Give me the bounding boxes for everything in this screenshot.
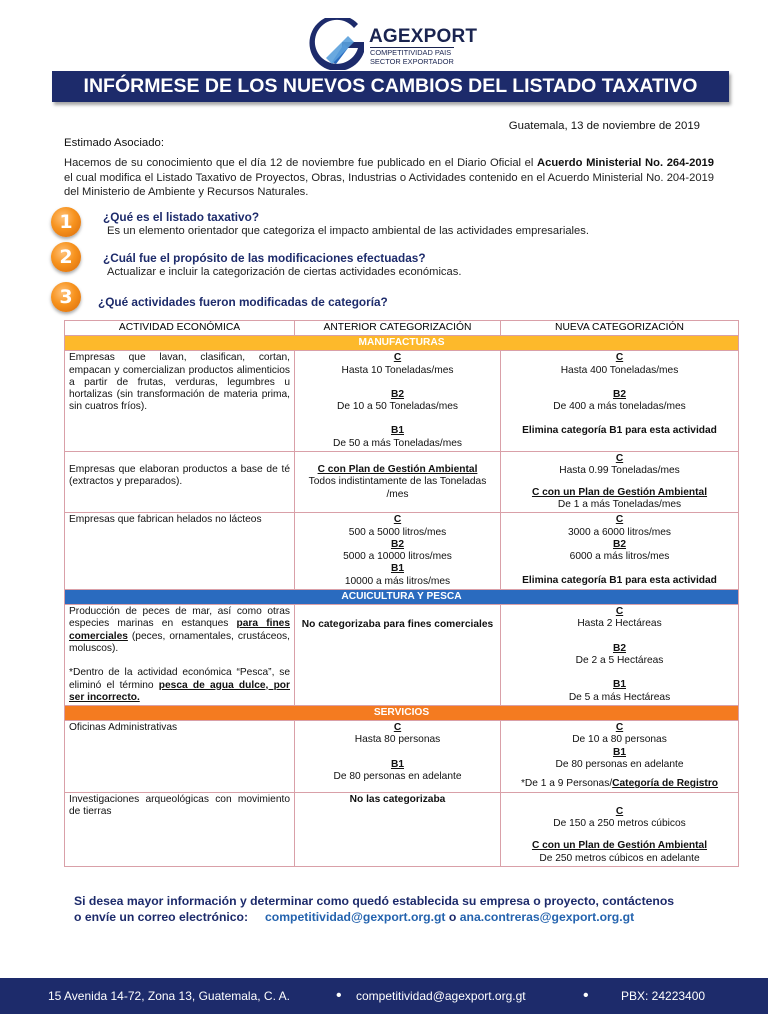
category-range: 6000 a más litros/mes [569, 551, 670, 563]
activity-text-b: (peces, ornamentales, crustáceos, moluscos). [69, 630, 290, 654]
question-number-2-icon: 2 [51, 242, 81, 272]
category-range: Hasta 0.99 Toneladas/mes [559, 465, 680, 477]
logo-name: AGEXPORT [369, 26, 478, 47]
category-note: No categorizaba para fines comerciales [301, 619, 494, 631]
category-label: C [615, 453, 624, 465]
category-label: B2 [612, 538, 627, 550]
question-2-title: ¿Cuál fue el propósito de las modificaciones efectuadas? [103, 251, 426, 265]
category-label: B1 [390, 425, 405, 437]
table-row [65, 513, 739, 590]
category-label: C con Plan de Gestión Ambiental [317, 464, 478, 476]
activity-note-text: *Dentro de la actividad económica “Pesca”, se eliminó el término [69, 667, 290, 691]
question-number-1-icon: 1 [51, 207, 81, 237]
table-row [65, 792, 739, 866]
header-activity: ACTIVIDAD ECONÓMICA [65, 321, 295, 336]
activity-text-underlined: para fines comerciales [69, 618, 290, 642]
header-previous: ANTERIOR CATEGORIZACIÓN [295, 321, 501, 336]
contact-conjunction: o [445, 910, 460, 924]
previous-cell [295, 351, 501, 452]
category-label: B2 [390, 538, 405, 550]
category-range: 10000 a más litros/mes [344, 575, 451, 587]
category-note: Elimina categoría B1 para esta actividad [522, 425, 717, 437]
category-note: Elimina categoría B1 para esta actividad [522, 575, 717, 587]
contact-email-link[interactable]: competitividad@gexport.org.gt [265, 910, 446, 924]
category-range: De 150 a 250 metros cúbicos [553, 817, 686, 829]
category-label: B2 [612, 642, 627, 654]
category-label: C [615, 514, 624, 526]
logo-tagline [370, 47, 454, 66]
table-header-row [65, 321, 739, 336]
intro-agreement: Acuerdo Ministerial No. 264-2019 [537, 157, 714, 169]
page-title-banner: INFÓRMESE DE LOS NUEVOS CAMBIOS DEL LISTADO TAXATIVO [52, 71, 729, 102]
category-range: De 10 a 80 personas [572, 734, 667, 746]
footer-phone: PBX: 24223400 [621, 989, 706, 1003]
table-row [65, 605, 739, 706]
contact-line-1: Si desea mayor información y determinar como quedó establecida su empresa o proyecto, contáctenos [74, 894, 675, 908]
new-cell [501, 452, 739, 513]
section-manufacturas: MANUFACTURAS [65, 336, 739, 351]
new-cell [501, 513, 739, 590]
section-row [65, 590, 739, 605]
footer-bar [0, 978, 768, 1014]
activity-note-underlined: pesca de agua dulce, por ser incorrecto. [69, 679, 290, 703]
category-range: De 400 a más toneladas/mes [553, 401, 686, 413]
footer-email-link[interactable]: competitividad@agexport.org.gt [356, 989, 526, 1003]
intro-text-b: el cual modifica el Listado Taxativo de Proyectos, Obras, Industrias o Actividades contenido en el Acuerdo Ministerial No. 204-2019 del Ministerio de Ambiente y Recursos Naturales. [64, 171, 714, 198]
section-row [65, 336, 739, 351]
category-range: 500 a 5000 litros/mes [348, 526, 447, 538]
category-label: C [615, 805, 624, 817]
category-label: B1 [390, 563, 405, 575]
category-label: C [615, 606, 624, 618]
previous-cell [295, 452, 501, 513]
category-range: De 10 a 50 Toneladas/mes [336, 401, 458, 413]
category-note [505, 778, 734, 790]
table-row [65, 351, 739, 452]
category-label: C [393, 514, 402, 526]
previous-cell [295, 605, 501, 706]
category-label: C [393, 722, 402, 734]
question-number-3-icon: 3 [51, 282, 81, 312]
category-range: De 1 a más Toneladas/mes [557, 498, 682, 510]
category-label: B1 [612, 679, 627, 691]
question-3-title: ¿Qué actividades fueron modificadas de categoría? [98, 295, 388, 309]
intro-text-a: Hacemos de su conocimiento que el día 12 de noviembre fue publicado en el Diario Oficial el [64, 157, 538, 169]
activity-text-a: Producción de peces de mar, así como otras especies marinas en estanques [69, 606, 290, 630]
section-row [65, 706, 739, 721]
table-row [65, 721, 739, 792]
category-label: C [615, 352, 624, 364]
letter-greeting: Estimado Asociado: [64, 137, 165, 149]
category-range: 3000 a 6000 litros/mes [567, 526, 672, 538]
new-cell [501, 721, 739, 792]
new-cell [501, 605, 739, 706]
activity-cell [65, 605, 295, 706]
category-range: Hasta 2 Hectáreas [577, 618, 662, 630]
category-label: B2 [612, 388, 627, 400]
category-label: C con un Plan de Gestión Ambiental [531, 486, 708, 498]
category-label: C [615, 722, 624, 734]
table-row [65, 452, 739, 513]
activity-cell: Empresas que elaboran productos a base de té (extractos y preparados). [65, 452, 295, 513]
category-range: De 80 personas en adelante [333, 771, 462, 783]
footer-separator: • [583, 987, 589, 1004]
question-1-title: ¿Qué es el listado taxativo? [103, 210, 260, 224]
category-range: Hasta 10 Toneladas/mes [341, 364, 454, 376]
logo-tagline-1: COMPETITIVIDAD PAIS [370, 48, 452, 57]
category-range: De 5 a más Hectáreas [568, 691, 671, 703]
contact-email-link[interactable]: ana.contreras@gexport.org.gt [459, 910, 635, 924]
footer-separator: • [336, 987, 342, 1004]
letter-intro [64, 156, 714, 200]
new-cell [501, 351, 739, 452]
activity-cell: Empresas que fabrican helados no lácteos [65, 513, 295, 590]
activity-cell: Empresas que lavan, clasifican, cortan, empacan y comercializan productos alimenticios a partir de frutas, verduras, legumbres u hortalizas (sin transformación de materia prima, sin cuatros fríos). [65, 351, 295, 452]
category-range: De 50 a más Toneladas/mes [333, 437, 462, 449]
category-range: 5000 a 10000 litros/mes [343, 551, 452, 563]
footer-address: 15 Avenida 14-72, Zona 13, Guatemala, C. A. [48, 989, 290, 1003]
letter-date: Guatemala, 13 de noviembre de 2019 [508, 120, 700, 132]
category-note-underlined: Categoría de Registro [612, 778, 719, 790]
category-label: B1 [612, 746, 627, 758]
category-note: No las categorizaba [349, 793, 446, 805]
categorization-table [64, 320, 739, 867]
section-servicios: SERVICIOS [65, 706, 739, 721]
category-label: C con un Plan de Gestión Ambiental [531, 840, 708, 852]
activity-note [69, 667, 290, 704]
previous-cell [295, 721, 501, 792]
category-range: Hasta 400 Toneladas/mes [560, 364, 679, 376]
activity-cell: Oficinas Administrativas [65, 721, 295, 792]
previous-cell [295, 792, 501, 866]
category-range: De 80 personas en adelante [555, 759, 684, 771]
category-range: De 250 metros cúbicos en adelante [539, 852, 700, 864]
category-range: Todos indistintamente de las Toneladas /mes [308, 476, 487, 500]
contact-info [74, 893, 674, 925]
logo-tagline-2: SECTOR EXPORTADOR [370, 56, 454, 66]
question-1-answer: Es un elemento orientador que categoriza el impacto ambiental de las actividades empresariales. [107, 225, 589, 237]
category-range: De 2 a 5 Hectáreas [575, 654, 664, 666]
contact-line-2-text: o envíe un correo electrónico: [74, 910, 249, 924]
header-new: NUEVA CATEGORIZACIÓN [501, 321, 739, 336]
category-range: Hasta 80 personas [354, 734, 441, 746]
category-label: C [393, 352, 402, 364]
agexport-logo [308, 18, 508, 70]
new-cell [501, 792, 739, 866]
contact-line-2 [74, 909, 674, 925]
previous-cell [295, 513, 501, 590]
category-note-text: *De 1 a 9 Personas/ [520, 778, 613, 790]
activity-text [69, 606, 290, 655]
category-label: B2 [390, 388, 405, 400]
activity-cell: Investigaciones arqueológicas con movimiento de tierras [65, 792, 295, 866]
question-2-answer: Actualizar e incluir la categorización de ciertas actividades económicas. [107, 266, 462, 278]
section-acuicultura: ACUICULTURA Y PESCA [65, 590, 739, 605]
category-label: B1 [390, 758, 405, 770]
agexport-logo-icon [308, 18, 368, 70]
